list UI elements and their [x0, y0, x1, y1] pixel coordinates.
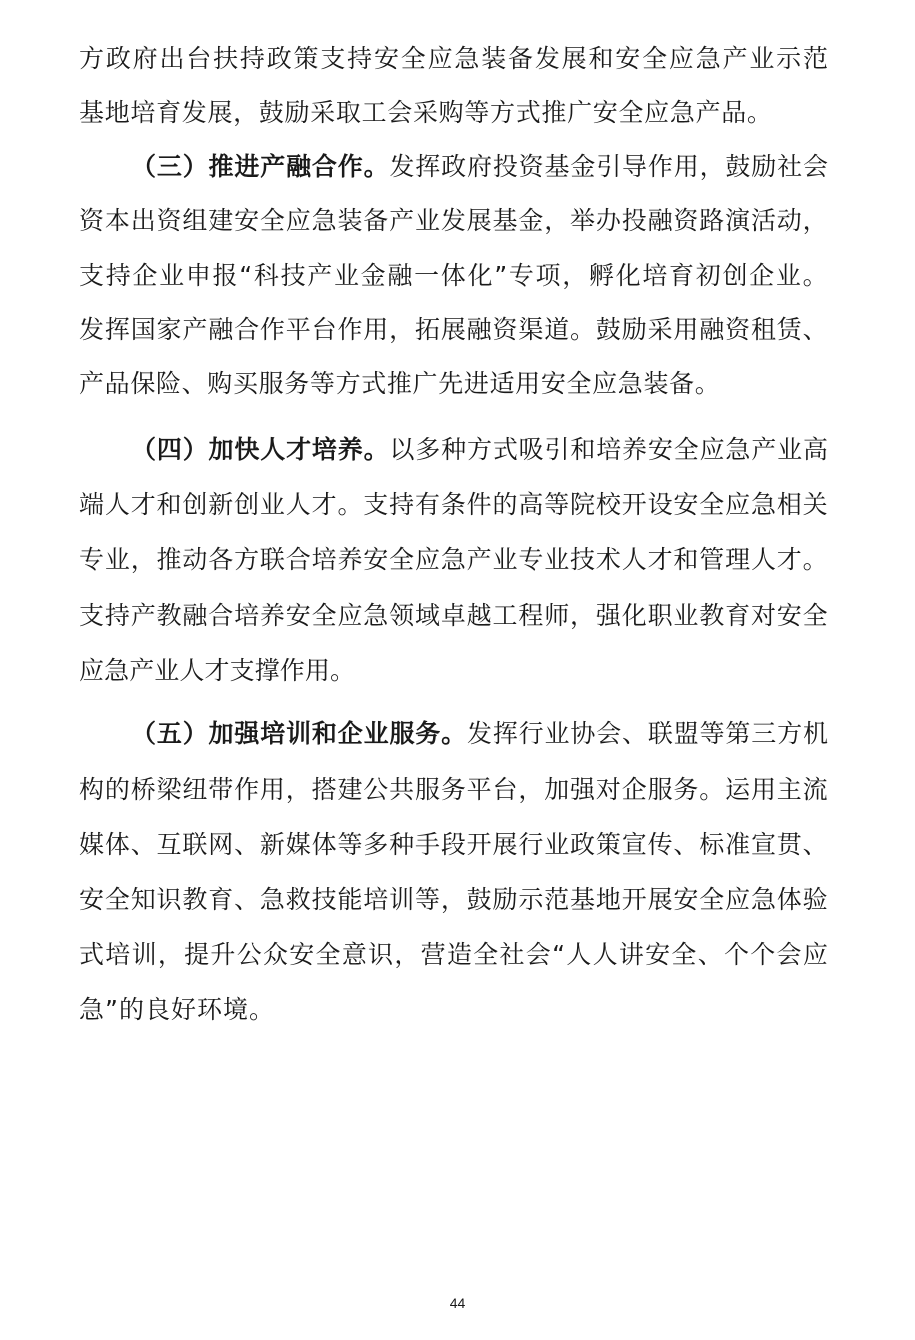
- text-line: 应 急 产 业 人 才 支 撑 作 用 。: [79, 656, 355, 685]
- text-line: 安 全 知 识 教 育 、 急 救 技 能 培 训 等 ， 鼓 励 示 范 基 地 开 展 安 全 应 急 体 验: [79, 885, 828, 914]
- text-line: 基 地 培 育 发 展 ， 鼓 励 采 取 工 会 采 购 等 方 式 推 广 安 全 应 急 产 品 。: [79, 98, 772, 127]
- text-line: 方 政 府 出 台 扶 持 政 策 支 持 安 全 应 急 装 备 发 展 和 安 全 应 急 产 业 示 范: [79, 44, 828, 73]
- text-line: 急 ” 的 良 好 环 境 。: [79, 995, 274, 1024]
- text-line: 发 挥 国 家 产 融 合 作 平 台 作 用 ， 拓 展 融 资 渠 道 。 鼓 励 采 用 融 资 租 赁 、: [79, 315, 828, 344]
- section-3-first-line: （ 三 ） 推 进 产 融 合 作 。 发 挥 政 府 投 资 基 金 引 导 作 用 ， 鼓 励 社 会: [131, 152, 828, 181]
- page-number: 44: [449, 1295, 466, 1311]
- section-4-first-line: （ 四 ） 加 快 人 才 培 养 。 以 多 种 方 式 吸 引 和 培 养 安 全 应 急 产 业 高: [131, 435, 828, 464]
- text-line: 支 持 产 教 融 合 培 养 安 全 应 急 领 域 卓 越 工 程 师 ， 强 化 职 业 教 育 对 安 全: [79, 601, 828, 630]
- text-line: 构 的 桥 梁 纽 带 作 用 ， 搭 建 公 共 服 务 平 台 ， 加 强 对 企 服 务 。 运 用 主 流: [79, 775, 828, 804]
- text-line: 端 人 才 和 创 新 创 业 人 才 。 支 持 有 条 件 的 高 等 院 校 开 设 安 全 应 急 相 关: [79, 490, 828, 519]
- text-line: 媒 体 、 互 联 网 、 新 媒 体 等 多 种 手 段 开 展 行 业 政 策 宣 传 、 标 准 宣 贯 、: [79, 830, 828, 859]
- text-line: 式 培 训 ， 提 升 公 众 安 全 意 识 ， 营 造 全 社 会 “ 人 人 讲 安 全 、 个 个 会 应: [79, 940, 828, 969]
- text-line: 产 品 保 险 、 购 买 服 务 等 方 式 推 广 先 进 适 用 安 全 应 急 装 备 。: [79, 369, 720, 398]
- section-5-first-line: （ 五 ） 加 强 培 训 和 企 业 服 务 。 发 挥 行 业 协 会 、 联 盟 等 第 三 方 机: [131, 719, 828, 748]
- text-line: 专 业 ， 推 动 各 方 联 合 培 养 安 全 应 急 产 业 专 业 技 术 人 才 和 管 理 人 才 。: [79, 545, 828, 574]
- text-line: 资 本 出 资 组 建 安 全 应 急 装 备 产 业 发 展 基 金 ， 举 办 投 融 资 路 演 活 动 ，: [79, 206, 828, 235]
- text-line: 支 持 企 业 申 报 “ 科 技 产 业 金 融 一 体 化 ” 专 项 ， 孵 化 培 育 初 创 企 业 。: [79, 261, 828, 290]
